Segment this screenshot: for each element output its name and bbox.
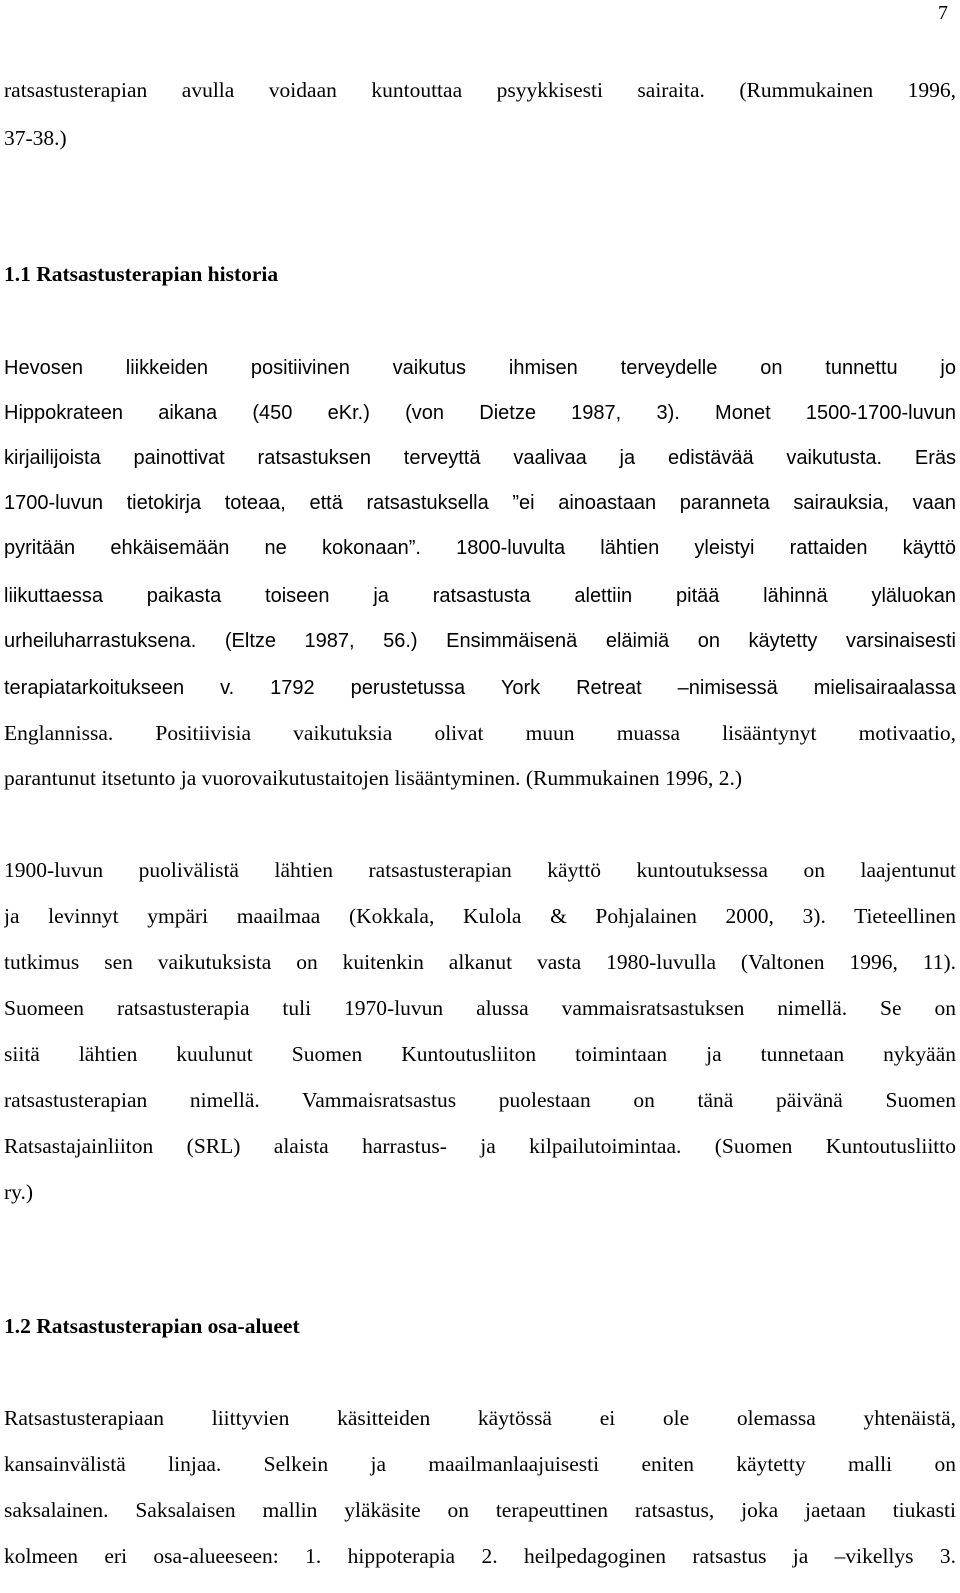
section-heading: 1.2 Ratsastusterapian osa-alueet (4, 1314, 300, 1338)
text-line: 1900-luvun puolivälistä lähtien ratsastusterapian käyttö kuntoutuksessa on laajentunut (4, 858, 956, 882)
text-line: kolmeen eri osa-alueeseen: 1. hippoterapia 2. heilpedagoginen ratsastus ja –vikellys 3. (4, 1544, 956, 1568)
page-number: 7 (938, 2, 948, 24)
text-line: ja levinnyt ympäri maailmaa (Kokkala, Kulola & Pohjalainen 2000, 3). Tieteellinen (4, 904, 956, 928)
text-line: liikuttaessa paikasta toiseen ja ratsastusta alettiin pitää lähinnä yläluokan (4, 585, 956, 607)
text-line: kansainvälistä linjaa. Selkein ja maailmanlaajuisesti eniten käytetty malli on (4, 1452, 956, 1476)
text-line: kirjailijoista painottivat ratsastuksen terveyttä vaalivaa ja edistävää vaikutusta. Eräs (4, 447, 956, 469)
text-line: 37-38.) (4, 126, 67, 150)
text-line: Ratsastusterapiaan liittyvien käsitteiden käytössä ei ole olemassa yhtenäistä, (4, 1406, 956, 1430)
text-line: Hippokrateen aikana (450 eKr.) (von Dietze 1987, 3). Monet 1500-1700-luvun (4, 402, 956, 424)
text-line: ratsastusterapian nimellä. Vammaisratsastus puolestaan on tänä päivänä Suomen (4, 1088, 956, 1112)
section-heading: 1.1 Ratsastusterapian historia (4, 262, 279, 286)
text-line: pyritään ehkäisemään ne kokonaan”. 1800-luvulta lähtien yleistyi rattaiden käyttö (4, 537, 956, 559)
text-line: ry.) (4, 1180, 34, 1204)
text-line: 1700-luvun tietokirja toteaa, että ratsastuksella ”ei ainoastaan paranneta sairauksia, vaan (4, 492, 956, 514)
text-line: Suomeen ratsastusterapia tuli 1970-luvun alussa vammaisratsastuksen nimellä. Se on (4, 996, 956, 1020)
text-line: urheiluharrastuksena. (Eltze 1987, 56.) Ensimmäisenä eläimiä on käytetty varsinaisesti (4, 630, 956, 652)
text-line: tutkimus sen vaikutuksista on kuitenkin alkanut vasta 1980-luvulla (Valtonen 1996, 11). (4, 950, 956, 974)
text-line: Englannissa. Positiivisia vaikutuksia olivat muun muassa lisääntynyt motivaatio, (4, 721, 956, 745)
text-line: parantunut itsetunto ja vuorovaikutustaitojen lisääntyminen. (Rummukainen 1996, 2.) (4, 766, 743, 790)
text-line: ratsastusterapian avulla voidaan kuntouttaa psyykkisesti sairaita. (Rummukainen 1996, (4, 78, 956, 102)
text-line: Hevosen liikkeiden positiivinen vaikutus ihmisen terveydelle on tunnettu jo (4, 357, 956, 379)
text-line: terapiatarkoitukseen v. 1792 perustetussa York Retreat –nimisessä mielisairaalassa (4, 677, 956, 699)
text-line: Ratsastajainliiton (SRL) alaista harrastus- ja kilpailutoimintaa. (Suomen Kuntoutusliitto (4, 1134, 956, 1158)
text-line: siitä lähtien kuulunut Suomen Kuntoutusliiton toimintaan ja tunnetaan nykyään (4, 1042, 956, 1066)
text-line: saksalainen. Saksalaisen mallin yläkäsite on terapeuttinen ratsastus, joka jaetaan tiukasti (4, 1498, 956, 1522)
